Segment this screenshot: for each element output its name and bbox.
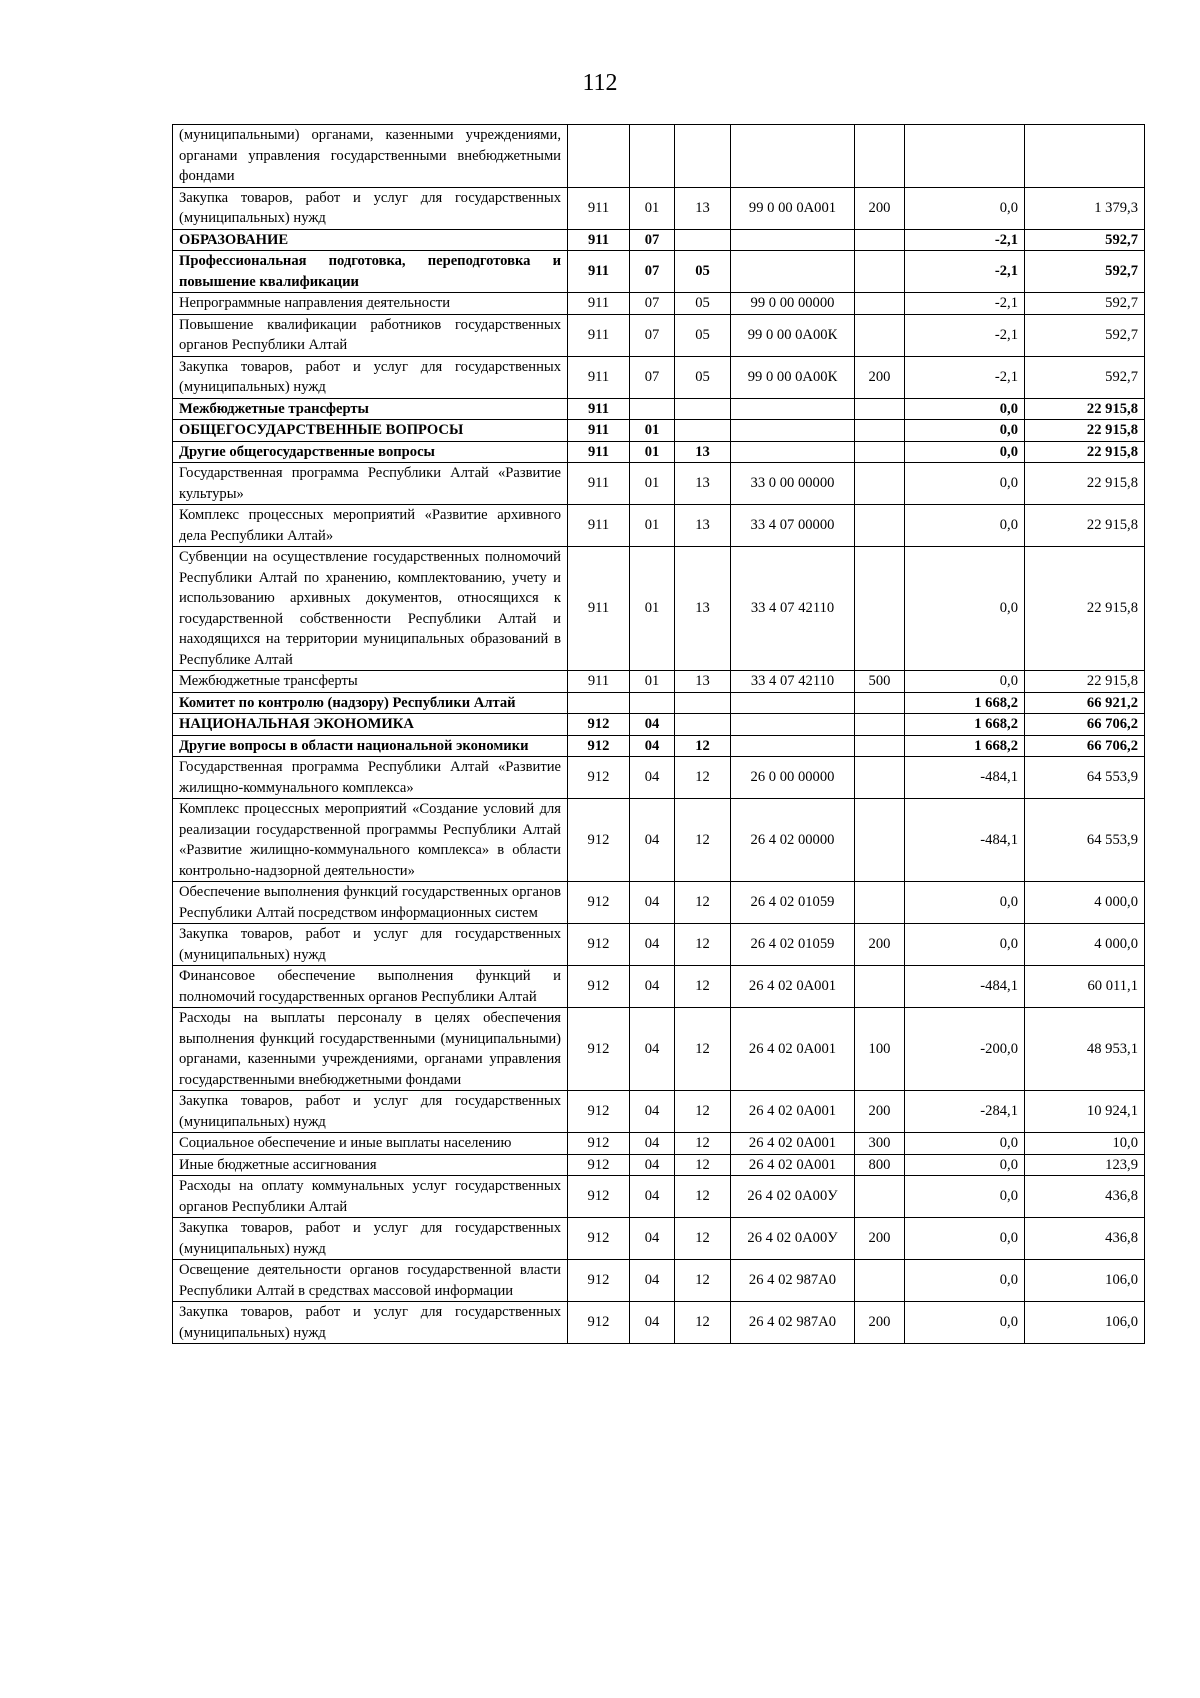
row-change: -2,1: [905, 314, 1025, 356]
row-vr: [855, 505, 905, 547]
row-csr: [731, 441, 855, 463]
table-row: [173, 735, 1145, 757]
row-csr: 26 4 02 0А00У: [731, 1218, 855, 1260]
row-rz: 04: [630, 757, 675, 799]
row-change: 0,0: [905, 547, 1025, 671]
row-total: 66 706,2: [1025, 714, 1145, 736]
row-pr: 12: [675, 882, 731, 924]
row-vr: [855, 735, 905, 757]
table-row: [173, 1091, 1145, 1133]
row-ved: 911: [568, 420, 630, 442]
row-total: 436,8: [1025, 1176, 1145, 1218]
table-row: [173, 799, 1145, 882]
table-row: [173, 1008, 1145, 1091]
row-ved: 911: [568, 463, 630, 505]
row-total: 592,7: [1025, 251, 1145, 293]
row-csr: 26 4 02 00000: [731, 799, 855, 882]
row-name: (муниципальными) органами, казенными учреждениями, органами управления государственными внебюджетными фондами: [173, 125, 568, 188]
row-total: 106,0: [1025, 1302, 1145, 1344]
row-name: Освещение деятельности органов государственной власти Республики Алтай в средствах массовой информации: [173, 1260, 568, 1302]
row-pr: 05: [675, 356, 731, 398]
row-name: Повышение квалификации работников государственных органов Республики Алтай: [173, 314, 568, 356]
table-row: [173, 1133, 1145, 1155]
table-row: [173, 1302, 1145, 1344]
row-csr: 33 0 00 00000: [731, 463, 855, 505]
row-pr: 12: [675, 1302, 731, 1344]
row-vr: 800: [855, 1154, 905, 1176]
row-ved: 911: [568, 356, 630, 398]
row-name: Другие общегосударственные вопросы: [173, 441, 568, 463]
page-number: 112: [582, 70, 618, 96]
row-rz: 01: [630, 187, 675, 229]
row-vr: [855, 966, 905, 1008]
row-rz: [630, 125, 675, 188]
row-ved: 911: [568, 229, 630, 251]
row-pr: 12: [675, 1260, 731, 1302]
row-name: НАЦИОНАЛЬНАЯ ЭКОНОМИКА: [173, 714, 568, 736]
table-row: [173, 314, 1145, 356]
row-total: 22 915,8: [1025, 671, 1145, 693]
table-row: [173, 882, 1145, 924]
row-total: 22 915,8: [1025, 463, 1145, 505]
row-csr: 26 4 02 0А001: [731, 1091, 855, 1133]
row-total: 4 000,0: [1025, 882, 1145, 924]
row-ved: 912: [568, 1218, 630, 1260]
row-ved: 911: [568, 293, 630, 315]
row-total: 22 915,8: [1025, 505, 1145, 547]
table-row: [173, 1154, 1145, 1176]
row-csr: 26 4 02 987А0: [731, 1260, 855, 1302]
row-rz: [630, 398, 675, 420]
row-change: 0,0: [905, 882, 1025, 924]
row-csr: [731, 420, 855, 442]
row-pr: 05: [675, 293, 731, 315]
row-csr: 26 4 02 0А001: [731, 1008, 855, 1091]
row-name: Закупка товаров, работ и услуг для государственных (муниципальных) нужд: [173, 1091, 568, 1133]
table-row: [173, 1260, 1145, 1302]
row-pr: 12: [675, 757, 731, 799]
row-pr: [675, 125, 731, 188]
row-rz: 04: [630, 1260, 675, 1302]
row-name: Закупка товаров, работ и услуг для государственных (муниципальных) нужд: [173, 924, 568, 966]
table-row: [173, 924, 1145, 966]
row-vr: [855, 714, 905, 736]
row-pr: [675, 692, 731, 714]
row-vr: [855, 420, 905, 442]
row-ved: 911: [568, 251, 630, 293]
row-name: Закупка товаров, работ и услуг для государственных (муниципальных) нужд: [173, 356, 568, 398]
row-csr: [731, 714, 855, 736]
row-vr: 200: [855, 924, 905, 966]
row-vr: [855, 398, 905, 420]
row-change: 0,0: [905, 505, 1025, 547]
row-change: 1 668,2: [905, 735, 1025, 757]
row-pr: 12: [675, 1008, 731, 1091]
row-csr: 26 4 02 01059: [731, 882, 855, 924]
row-vr: 100: [855, 1008, 905, 1091]
row-name: Финансовое обеспечение выполнения функций и полномочий государственных органов Республики Алтай: [173, 966, 568, 1008]
row-change: 0,0: [905, 1154, 1025, 1176]
row-pr: 12: [675, 1176, 731, 1218]
row-rz: 04: [630, 924, 675, 966]
row-pr: [675, 714, 731, 736]
row-total: 592,7: [1025, 229, 1145, 251]
row-name: Обеспечение выполнения функций государственных органов Республики Алтай посредством информационных систем: [173, 882, 568, 924]
row-change: 0,0: [905, 1260, 1025, 1302]
row-ved: 912: [568, 799, 630, 882]
row-pr: 13: [675, 441, 731, 463]
row-change: -484,1: [905, 757, 1025, 799]
row-name: Закупка товаров, работ и услуг для государственных (муниципальных) нужд: [173, 1218, 568, 1260]
row-total: 22 915,8: [1025, 398, 1145, 420]
row-change: 0,0: [905, 398, 1025, 420]
row-change: 0,0: [905, 463, 1025, 505]
row-vr: 200: [855, 1091, 905, 1133]
row-pr: 12: [675, 799, 731, 882]
row-pr: 12: [675, 924, 731, 966]
row-change: 0,0: [905, 1218, 1025, 1260]
row-name: Межбюджетные трансферты: [173, 671, 568, 693]
table-row: [173, 1176, 1145, 1218]
row-pr: 13: [675, 547, 731, 671]
row-ved: 912: [568, 1091, 630, 1133]
row-total: 48 953,1: [1025, 1008, 1145, 1091]
row-pr: 13: [675, 505, 731, 547]
row-pr: 13: [675, 671, 731, 693]
row-rz: 01: [630, 505, 675, 547]
row-ved: 912: [568, 1154, 630, 1176]
row-ved: 911: [568, 671, 630, 693]
row-rz: 04: [630, 1302, 675, 1344]
row-vr: [855, 314, 905, 356]
row-vr: [855, 251, 905, 293]
row-csr: 33 4 07 42110: [731, 671, 855, 693]
row-change: -200,0: [905, 1008, 1025, 1091]
row-total: 4 000,0: [1025, 924, 1145, 966]
row-rz: 04: [630, 1133, 675, 1155]
row-csr: 26 4 02 01059: [731, 924, 855, 966]
row-csr: 26 4 02 987А0: [731, 1302, 855, 1344]
row-change: 0,0: [905, 420, 1025, 442]
table-row: [173, 547, 1145, 671]
row-total: 22 915,8: [1025, 420, 1145, 442]
row-total: 592,7: [1025, 356, 1145, 398]
row-ved: 912: [568, 1260, 630, 1302]
table-row: [173, 356, 1145, 398]
row-name: Комплекс процессных мероприятий «Создание условий для реализации государственной программы Республики Алтай «Развитие жилищно-коммунального комплекса» в области контрольно-надзорной деятельности»: [173, 799, 568, 882]
row-ved: 912: [568, 1176, 630, 1218]
table-row: [173, 757, 1145, 799]
table-row: [173, 293, 1145, 315]
row-ved: 911: [568, 398, 630, 420]
row-rz: 07: [630, 356, 675, 398]
row-total: 123,9: [1025, 1154, 1145, 1176]
row-csr: 99 0 00 0А001: [731, 187, 855, 229]
row-vr: [855, 1176, 905, 1218]
row-change: -484,1: [905, 799, 1025, 882]
row-rz: 07: [630, 314, 675, 356]
row-total: 10,0: [1025, 1133, 1145, 1155]
row-total: 64 553,9: [1025, 799, 1145, 882]
row-change: 0,0: [905, 1302, 1025, 1344]
row-csr: 26 0 00 00000: [731, 757, 855, 799]
row-name: ОБЩЕГОСУДАРСТВЕННЫЕ ВОПРОСЫ: [173, 420, 568, 442]
row-name: Закупка товаров, работ и услуг для государственных (муниципальных) нужд: [173, 187, 568, 229]
row-rz: 04: [630, 882, 675, 924]
row-name: Комплекс процессных мероприятий «Развитие архивного дела Республики Алтай»: [173, 505, 568, 547]
table-row: [173, 671, 1145, 693]
row-change: 1 668,2: [905, 714, 1025, 736]
row-change: 0,0: [905, 187, 1025, 229]
row-csr: 99 0 00 0А00К: [731, 356, 855, 398]
row-vr: [855, 757, 905, 799]
row-total: 1 379,3: [1025, 187, 1145, 229]
row-csr: 33 4 07 00000: [731, 505, 855, 547]
row-vr: 200: [855, 1218, 905, 1260]
row-csr: [731, 251, 855, 293]
row-rz: 01: [630, 547, 675, 671]
row-rz: 04: [630, 714, 675, 736]
row-csr: 26 4 02 0А001: [731, 1154, 855, 1176]
table-row: [173, 463, 1145, 505]
row-name: Профессиональная подготовка, переподготовка и повышение квалификации: [173, 251, 568, 293]
row-name: Иные бюджетные ассигнования: [173, 1154, 568, 1176]
row-vr: [855, 293, 905, 315]
row-name: Расходы на оплату коммунальных услуг государственных органов Республики Алтай: [173, 1176, 568, 1218]
row-total: 592,7: [1025, 293, 1145, 315]
table-row: [173, 692, 1145, 714]
row-rz: [630, 692, 675, 714]
row-pr: [675, 229, 731, 251]
row-vr: 500: [855, 671, 905, 693]
row-vr: [855, 125, 905, 188]
row-ved: 912: [568, 966, 630, 1008]
row-rz: 04: [630, 1008, 675, 1091]
table-row: [173, 1218, 1145, 1260]
row-rz: 04: [630, 799, 675, 882]
row-csr: 99 0 00 00000: [731, 293, 855, 315]
row-vr: [855, 692, 905, 714]
row-csr: 26 4 02 0А001: [731, 1133, 855, 1155]
row-rz: 04: [630, 1091, 675, 1133]
row-rz: 04: [630, 966, 675, 1008]
row-total: 106,0: [1025, 1260, 1145, 1302]
row-csr: [731, 398, 855, 420]
row-vr: [855, 441, 905, 463]
table-row: [173, 505, 1145, 547]
row-pr: 13: [675, 187, 731, 229]
row-pr: 05: [675, 314, 731, 356]
row-change: -284,1: [905, 1091, 1025, 1133]
budget-table: [172, 124, 1145, 1344]
table-row: [173, 420, 1145, 442]
row-csr: 26 4 02 0А00У: [731, 1176, 855, 1218]
row-pr: 12: [675, 1091, 731, 1133]
row-pr: 12: [675, 1133, 731, 1155]
table-row: [173, 966, 1145, 1008]
row-vr: [855, 882, 905, 924]
row-name: Межбюджетные трансферты: [173, 398, 568, 420]
row-rz: 04: [630, 1218, 675, 1260]
budget-table-body: [173, 125, 1145, 1344]
row-total: 10 924,1: [1025, 1091, 1145, 1133]
row-change: 0,0: [905, 441, 1025, 463]
row-total: 592,7: [1025, 314, 1145, 356]
row-name: Другие вопросы в области национальной экономики: [173, 735, 568, 757]
row-rz: 04: [630, 1154, 675, 1176]
row-vr: [855, 547, 905, 671]
row-vr: 200: [855, 356, 905, 398]
row-total: 436,8: [1025, 1218, 1145, 1260]
row-ved: 911: [568, 441, 630, 463]
row-pr: 12: [675, 735, 731, 757]
table-row: [173, 441, 1145, 463]
row-ved: 912: [568, 1008, 630, 1091]
row-vr: 300: [855, 1133, 905, 1155]
table-row: [173, 714, 1145, 736]
row-rz: 07: [630, 229, 675, 251]
row-rz: 01: [630, 463, 675, 505]
row-change: -2,1: [905, 229, 1025, 251]
row-change: 0,0: [905, 671, 1025, 693]
row-total: 22 915,8: [1025, 441, 1145, 463]
row-ved: 911: [568, 505, 630, 547]
row-ved: 911: [568, 314, 630, 356]
row-csr: 33 4 07 42110: [731, 547, 855, 671]
row-total: [1025, 125, 1145, 188]
row-total: 66 921,2: [1025, 692, 1145, 714]
row-name: Комитет по контролю (надзору) Республики Алтай: [173, 692, 568, 714]
row-ved: 911: [568, 547, 630, 671]
row-csr: [731, 125, 855, 188]
row-change: 0,0: [905, 1133, 1025, 1155]
row-pr: [675, 398, 731, 420]
row-change: -2,1: [905, 251, 1025, 293]
row-ved: 911: [568, 187, 630, 229]
row-change: 1 668,2: [905, 692, 1025, 714]
row-change: 0,0: [905, 1176, 1025, 1218]
row-rz: 07: [630, 293, 675, 315]
row-name: Социальное обеспечение и иные выплаты населению: [173, 1133, 568, 1155]
row-pr: 12: [675, 1218, 731, 1260]
row-vr: [855, 463, 905, 505]
row-total: 64 553,9: [1025, 757, 1145, 799]
row-name: Государственная программа Республики Алтай «Развитие жилищно-коммунального комплекса»: [173, 757, 568, 799]
row-name: Расходы на выплаты персоналу в целях обеспечения выполнения функций государственными (муниципальными) органами, казенными учреждениями, органами управления государственными внебюджетными фондами: [173, 1008, 568, 1091]
row-change: 0,0: [905, 924, 1025, 966]
row-ved: 912: [568, 924, 630, 966]
row-rz: 01: [630, 441, 675, 463]
row-total: 22 915,8: [1025, 547, 1145, 671]
row-csr: 99 0 00 0А00К: [731, 314, 855, 356]
row-change: [905, 125, 1025, 188]
row-ved: 912: [568, 1302, 630, 1344]
row-vr: 200: [855, 1302, 905, 1344]
row-csr: [731, 692, 855, 714]
row-rz: 04: [630, 735, 675, 757]
row-pr: 13: [675, 463, 731, 505]
row-rz: 01: [630, 420, 675, 442]
row-pr: 05: [675, 251, 731, 293]
row-ved: [568, 125, 630, 188]
row-rz: 07: [630, 251, 675, 293]
table-row: [173, 187, 1145, 229]
row-change: -2,1: [905, 356, 1025, 398]
row-change: -2,1: [905, 293, 1025, 315]
row-total: 66 706,2: [1025, 735, 1145, 757]
row-total: 60 011,1: [1025, 966, 1145, 1008]
table-row: [173, 229, 1145, 251]
row-name: ОБРАЗОВАНИЕ: [173, 229, 568, 251]
row-name: Государственная программа Республики Алтай «Развитие культуры»: [173, 463, 568, 505]
row-ved: 912: [568, 757, 630, 799]
row-change: -484,1: [905, 966, 1025, 1008]
row-ved: 912: [568, 735, 630, 757]
row-csr: [731, 735, 855, 757]
row-pr: [675, 420, 731, 442]
row-ved: 912: [568, 714, 630, 736]
row-vr: 200: [855, 187, 905, 229]
row-ved: [568, 692, 630, 714]
row-pr: 12: [675, 1154, 731, 1176]
row-name: Непрограммные направления деятельности: [173, 293, 568, 315]
row-name: Субвенции на осуществление государственных полномочий Республики Алтай по хранению, комплектованию, учету и использованию архивных документов, относящихся к государственной собственности Республики Алтай и находящихся на территории муниципальных образований в Республике Алтай: [173, 547, 568, 671]
row-rz: 04: [630, 1176, 675, 1218]
row-ved: 912: [568, 882, 630, 924]
row-name: Закупка товаров, работ и услуг для государственных (муниципальных) нужд: [173, 1302, 568, 1344]
row-vr: [855, 799, 905, 882]
table-row: [173, 125, 1145, 188]
row-pr: 12: [675, 966, 731, 1008]
row-vr: [855, 229, 905, 251]
row-csr: [731, 229, 855, 251]
table-row: [173, 398, 1145, 420]
row-csr: 26 4 02 0А001: [731, 966, 855, 1008]
row-ved: 912: [568, 1133, 630, 1155]
table-row: [173, 251, 1145, 293]
row-vr: [855, 1260, 905, 1302]
row-rz: 01: [630, 671, 675, 693]
